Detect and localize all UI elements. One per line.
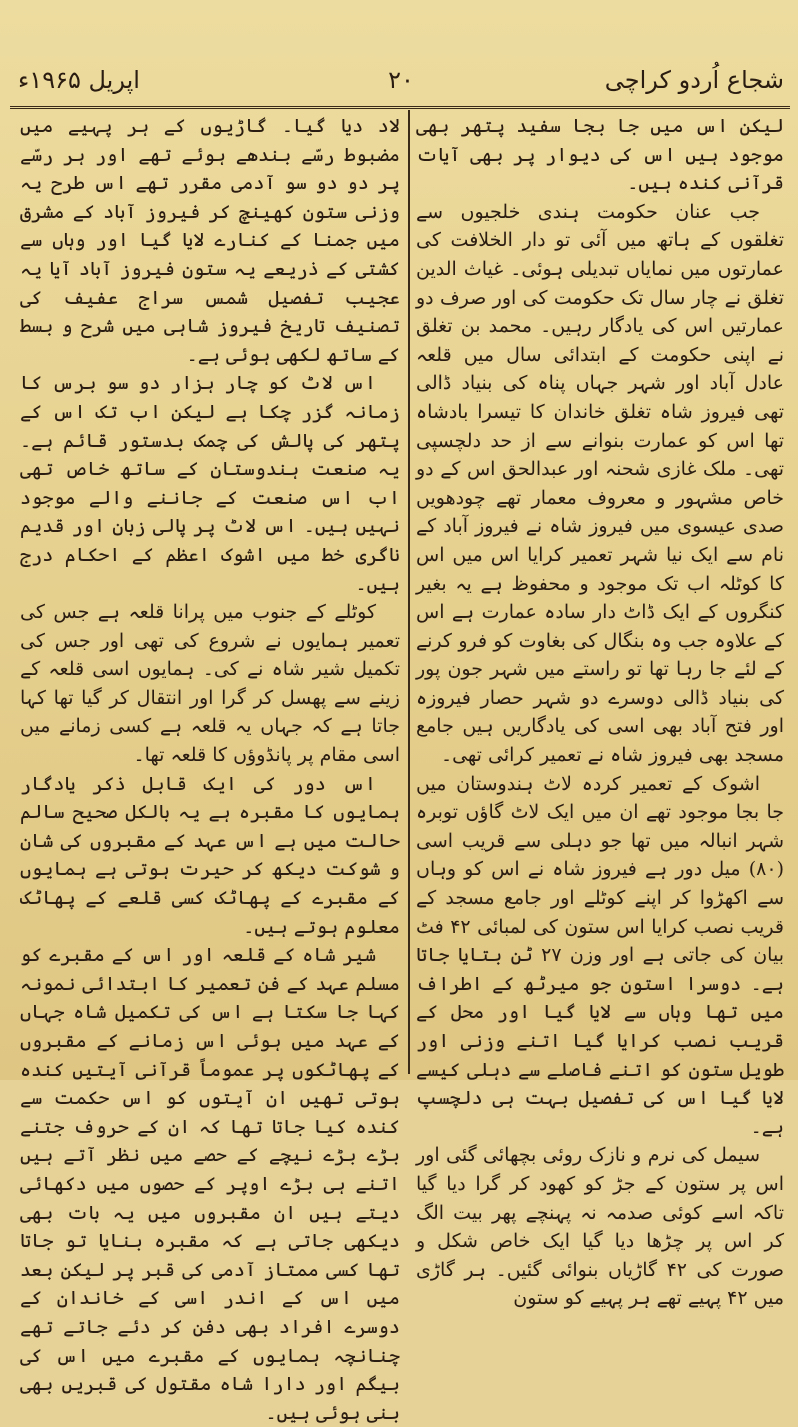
paragraph: اس لاٹ کو چار ہزار دو سو برس کا زمانہ گزر چکا ہے لیکن اب تک اس کے پتھر کی پالش کی چمک بدستور قائم ہے۔ یہ صنعت ہندوستان کے ساتھ خاص تھی اب اس صنعت کے جاننے والے موجود نہیں ہیں۔ اس لاٹ پر پالی زبان اور قدیم ناگری خط میں اشوک اعظم کے احکام درج ہیں۔ <box>20 372 400 595</box>
paragraph: کوٹلے کے جنوب میں پرانا قلعہ ہے جس کی تعمیر ہمایوں نے شروع کی تھی اور جس کی تکمیل شیر شاہ نے کی۔ ہمایوں اسی قلعہ کے زینے سے پھسل کر گرا اور انتقال کر گیا تھا کہا جاتا ہے کہ جہاں یہ قلعہ ہے کسی زمانے میں اسی مقام پر پانڈوؤں کا قلعہ تھا۔ <box>20 601 400 767</box>
page-header <box>18 62 784 106</box>
text-column-right <box>416 112 784 1310</box>
header-rule <box>10 106 790 109</box>
text-column-left <box>20 112 400 1424</box>
paragraph: لیکن اس میں جا بجا سفید پتھر بھی موجود ہیں اس کی دیوار پر بھی آیات قرآنی کندہ ہیں۔ <box>416 115 784 195</box>
paragraph: سیمل کی نرم و نازک روئی بچھائی گئی اور اس پر ستون کے جڑ کو کھود کر گرا دیا گیا تاکہ اسے کوئی صدمہ نہ پہنچے پھر بیت الگ کر اس پر چڑھا دیا گیا ایک خاص شکل و صورت کی ۴۲ گاڑیاں بنوائی گئیں۔ ہر گاڑی میں ۴۲ پہیے تھے ہر پہیے کو ستون <box>416 1144 784 1310</box>
magazine-title: شجاع اُردو کراچی <box>604 66 784 94</box>
paragraph: اس دور کی ایک قابل ذکر یادگار ہمایوں کا مقبرہ ہے یہ بالکل صحیح سالم حالت میں ہے اس عہد کے مقبروں کی شان و شوکت دیکھ کر حیرت ہوتی ہے ہمایوں کے مقبرے کے پھاٹک کسی قلعے کے پھاٹک معلوم ہوتے ہیں۔ <box>20 772 400 938</box>
paragraph: اشوک کے تعمیر کردہ لاٹ ہندوستان میں جا بجا موجود تھے ان میں ایک لاٹ گاؤں توبرہ شہر انبالہ میں تھا جو دہلی سے قریب اسی (۸۰) میل دور ہے فیروز شاہ نے اس کو وہاں سے اکھڑوا کر اپنے کوٹلے اور جامع مسجد کے قریب نصب کرایا اس ستون کی لمبائی ۴۲ فٹ بیان کی جاتی ہے اور وزن ۲۷ ٹن بتایا جاتا ہے۔ دوسرا استون جو میرٹھ کے اطراف میں تھا وہاں سے لایا گیا اور محل کے قریب نصب کرایا گیا اتنے وزنی اور طویل ستون کو اتنے فاصلے سے دہلی کیسے لایا گیا اس کی تفصیل بہت ہی دلچسپ ہے۔ <box>416 772 784 1138</box>
column-divider <box>408 110 410 1074</box>
page-number: ۲۰ <box>388 66 414 94</box>
issue-date: اپریل ۱۹۶۵ء <box>18 66 140 94</box>
paragraph: جب عنان حکومت ہندی خلجیوں سے تغلقوں کے ہاتھ میں آئی تو دار الخلافت کی عمارتوں میں نمایاں تبدیلی ہوئی۔ غیاث الدین تغلق نے چار سال تک حکومت کی اور صرف دو عمارتیں اس کی یادگار رہیں۔ محمد بن تغلق نے اپنی حکومت کے ابتدائی سال میں قلعہ عادل آباد اور شہر جہاں پناہ کی بنیاد ڈالی تھی فیروز شاہ تغلق خاندان کا تیسرا بادشاہ تھا اس کو عمارت بنوانے سے از حد دلچسپی تھی۔ ملک غازی شحنہ اور عبدالحق اس کے دو خاص مشہور و معروف معمار تھے چودھویں صدی عیسوی میں فیروز شاہ نے فیروز آباد کے نام سے ایک نیا شہر تعمیر کرایا اس میں اس کا کوٹلہ اب تک موجود و محفوظ ہے یہ بغیر کنگروں کے ایک ڈاٹ دار سادہ عمارت ہے اس کے علاوہ جب وہ بنگال کی بغاوت کو فرو کرنے کے لئے جا رہا تھا تو راستے میں شہر جون پور کی بنیاد ڈالی دوسرے دو شہر حصار فیروزہ اور فتح آباد بھی اسی کی یادگاریں ہیں جامع مسجد بھی فیروز شاہ نے تعمیر کرائی تھی۔ <box>416 200 784 767</box>
paragraph: شیر شاہ کے قلعہ اور اس کے مقبرے کو مسلم عہد کے فن تعمیر کا ابتدائی نمونہ کہا جا سکتا ہے اس کی تکمیل شاہ جہاں کے عہد میں ہوئی اس زمانے کے مقبروں کے پھاٹکوں پر عموماً قرآنی آیتیں کندہ ہوتی تھیں ان آیتوں کو اس حکمت سے کندہ کیا جاتا تھا کہ ان کے حروف جتنے بڑے بڑے نیچے کے حصے میں نظر آتے ہیں اتنے ہی بڑے اوپر کے حصوں میں دکھائی دیتے ہیں ان مقبروں میں یہ بات بھی دیکھی جاتی ہے کہ مقبرہ بنایا تو جاتا تھا کسی ممتاز آدمی کی قبر پر لیکن بعد میں اس کے اندر اسی کے خاندان کے دوسرے افراد بھی دفن کر دئے جاتے تھے چنانچہ ہمایوں کے مقبرے میں اس کی بیگم اور دارا شاہ مقتول کی قبریں بھی بنی ہوئی ہیں۔ <box>20 944 400 1424</box>
paragraph: لاد دیا گیا۔ گاڑیوں کے ہر پہیے میں مضبوط رسّے بندھے ہوئے تھے اور ہر رسّے پر دو دو سو آدمی مقرر تھے اس طرح یہ وزنی ستون کھینچ کر فیروز آباد کے مشرق میں جمنا کے کنارے لایا گیا اور وہاں سے کشتی کے ذریعے یہ ستون فیروز آباد آیا یہ عجیب تفصیل شمس سراج عفیف کی تصنیف تاریخ فیروز شاہی میں شرح و بسط کے ساتھ لکھی ہوئی ہے۔ <box>20 115 400 366</box>
